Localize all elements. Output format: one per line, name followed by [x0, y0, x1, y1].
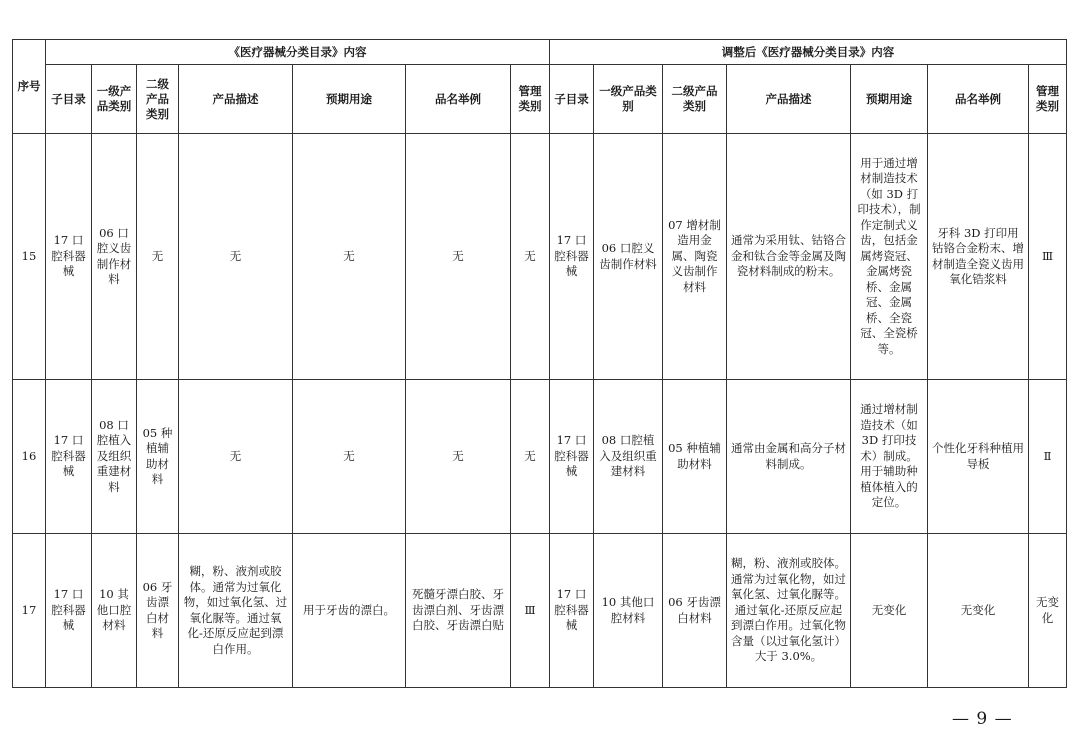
- cell-before-description: 无: [179, 134, 293, 380]
- header-row-group: [13, 40, 1067, 65]
- cell-after-intended-use: 通过增材制造技术（如 3D 打印技术）制成。用于辅助种植体植入的定位。: [851, 380, 928, 534]
- header-before-class: 管理类别: [511, 65, 550, 134]
- header-before-subdir: 子目录: [46, 65, 92, 134]
- cell-before-class: Ⅲ: [511, 534, 550, 688]
- cell-before-level2: 06 牙齿漂白材料: [137, 534, 179, 688]
- cell-after-intended-use: 无变化: [851, 534, 928, 688]
- cell-seq: 15: [13, 134, 46, 380]
- cell-before-intended-use: 无: [293, 380, 406, 534]
- cell-after-level2: 06 牙齿漂白材料: [663, 534, 727, 688]
- table-row: [13, 380, 1067, 534]
- cell-after-level2: 05 种植辅助材料: [663, 380, 727, 534]
- cell-after-intended-use: 用于通过增材制造技术（如 3D 打印技术），制作定制式义齿，包括金属烤瓷冠、金属烤瓷桥、金属冠、金属桥、全瓷冠、全瓷桥等。: [851, 134, 928, 380]
- header-after-level1: 一级产品类别: [594, 65, 663, 134]
- header-before-examples: 品名举例: [406, 65, 511, 134]
- cell-after-description: 糊，粉、液剂或胶体。通常为过氧化物，如过氧化氢、过氧化脲等。通过氧化-还原反应起到漂白作用。过氧化物含量（以过氧化氢计）大于 3.0%。: [727, 534, 851, 688]
- header-before-level2: 二级产品类别: [137, 65, 179, 134]
- header-before-level1: 一级产品类别: [92, 65, 137, 134]
- cell-before-level1: 10 其他口腔材料: [92, 534, 137, 688]
- cell-after-examples: 牙科 3D 打印用钴铬合金粉末、增材制造全瓷义齿用氧化锆浆料: [928, 134, 1029, 380]
- header-after-subdir: 子目录: [550, 65, 594, 134]
- cell-before-subdir: 17 口腔科器械: [46, 380, 92, 534]
- header-seq: 序号: [13, 40, 46, 134]
- cell-after-subdir: 17 口腔科器械: [550, 380, 594, 534]
- header-after-level2: 二级产品类别: [663, 65, 727, 134]
- cell-before-class: 无: [511, 134, 550, 380]
- page-number: — 9 —: [952, 709, 1013, 729]
- header-after-description: 产品描述: [727, 65, 851, 134]
- cell-after-class: Ⅲ: [1029, 134, 1067, 380]
- catalog-adjustment-table: [12, 39, 1067, 688]
- cell-before-intended-use: 无: [293, 134, 406, 380]
- cell-before-level2: 无: [137, 134, 179, 380]
- cell-after-examples: 无变化: [928, 534, 1029, 688]
- cell-before-subdir: 17 口腔科器械: [46, 534, 92, 688]
- header-before-description: 产品描述: [179, 65, 293, 134]
- cell-before-subdir: 17 口腔科器械: [46, 134, 92, 380]
- header-after-class: 管理类别: [1029, 65, 1067, 134]
- cell-before-level1: 08 口腔植入及组织重建材料: [92, 380, 137, 534]
- cell-before-examples: 无: [406, 134, 511, 380]
- cell-before-examples: 无: [406, 380, 511, 534]
- cell-after-level2: 07 增材制造用金属、陶瓷义齿制作材料: [663, 134, 727, 380]
- cell-after-description: 通常由金属和高分子材料制成。: [727, 380, 851, 534]
- header-before-intended-use: 预期用途: [293, 65, 406, 134]
- cell-after-subdir: 17 口腔科器械: [550, 134, 594, 380]
- header-row-columns: [13, 65, 1067, 134]
- cell-after-level1: 06 口腔义齿制作材料: [594, 134, 663, 380]
- header-after-examples: 品名举例: [928, 65, 1029, 134]
- cell-after-class: 无变化: [1029, 534, 1067, 688]
- header-after-intended-use: 预期用途: [851, 65, 928, 134]
- cell-after-description: 通常为采用钛、钴铬合金和钛合金等金属及陶瓷材料制成的粉末。: [727, 134, 851, 380]
- cell-before-examples: 死髓牙漂白胶、牙齿漂白剂、牙齿漂白胶、牙齿漂白贴: [406, 534, 511, 688]
- header-before-title: 《医疗器械分类目录》内容: [46, 40, 550, 65]
- cell-after-subdir: 17 口腔科器械: [550, 534, 594, 688]
- cell-before-level2: 05 种植辅助材料: [137, 380, 179, 534]
- table-row: [13, 134, 1067, 380]
- cell-seq: 16: [13, 380, 46, 534]
- cell-after-level1: 08 口腔植入及组织重建材料: [594, 380, 663, 534]
- cell-before-intended-use: 用于牙齿的漂白。: [293, 534, 406, 688]
- cell-before-level1: 06 口腔义齿制作材料: [92, 134, 137, 380]
- header-after-title: 调整后《医疗器械分类目录》内容: [550, 40, 1067, 65]
- cell-seq: 17: [13, 534, 46, 688]
- cell-after-level1: 10 其他口腔材料: [594, 534, 663, 688]
- cell-before-description: 糊，粉、液剂或胶体。通常为过氧化物，如过氧化氢、过氧化脲等。通过氧化-还原反应起到漂白作用。: [179, 534, 293, 688]
- cell-before-description: 无: [179, 380, 293, 534]
- cell-after-class: Ⅱ: [1029, 380, 1067, 534]
- cell-before-class: 无: [511, 380, 550, 534]
- cell-after-examples: 个性化牙科种植用导板: [928, 380, 1029, 534]
- table-row: [13, 534, 1067, 688]
